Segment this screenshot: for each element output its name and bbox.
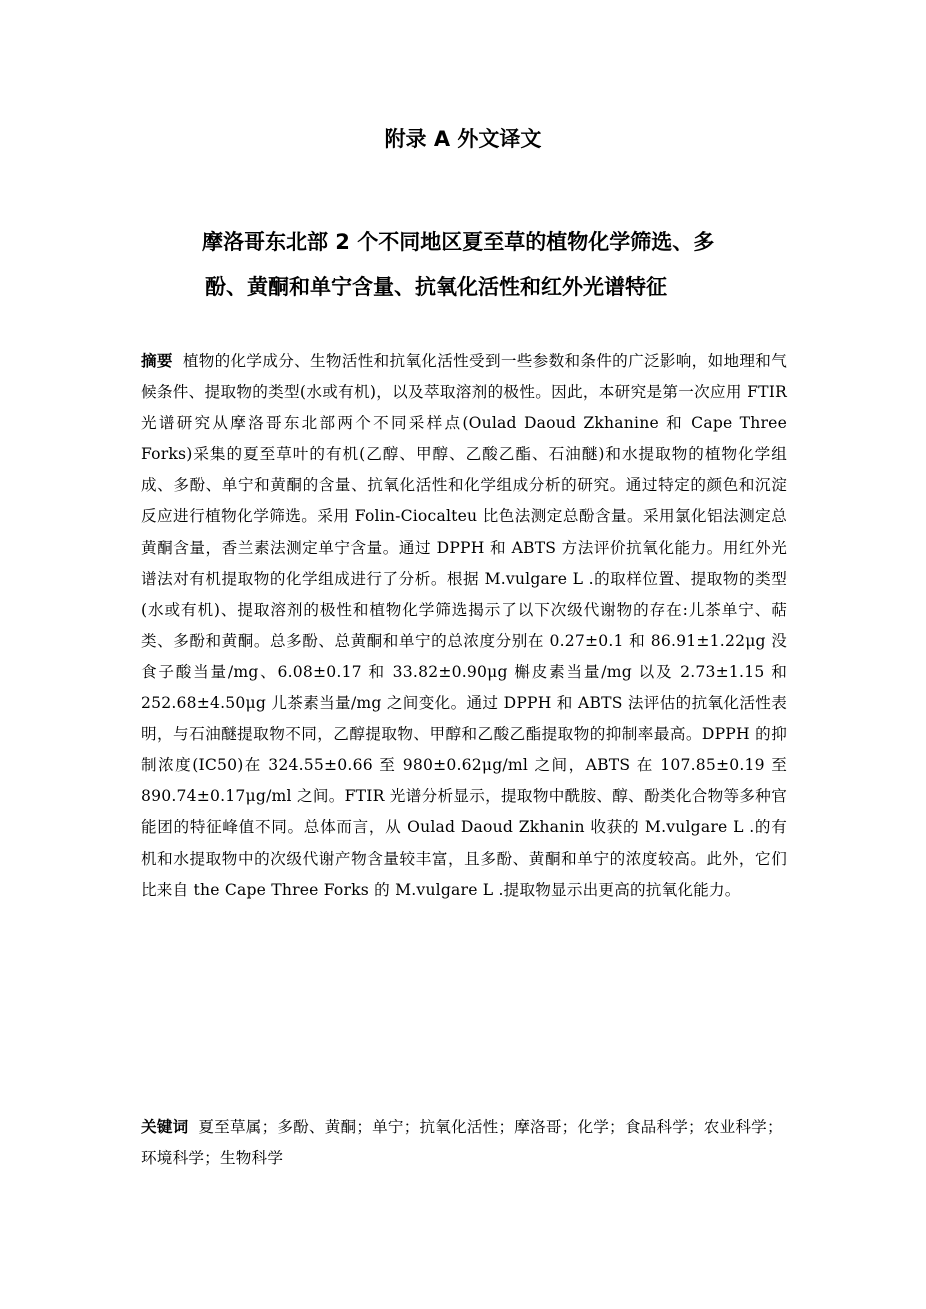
keywords-text: 夏至草属；多酚、黄酮；单宁；抗氧化活性；摩洛哥；化学；食品科学；农业科学；环境科学；生物科学 [141, 1118, 783, 1168]
paper-title-line-1: 摩洛哥东北部 2 个不同地区夏至草的植物化学筛选、多 [202, 230, 715, 254]
abstract-text: 植物的化学成分、生物活性和抗氧化活性受到一些参数和条件的广泛影响，如地理和气候条件、提取物的类型(水或有机)，以及萃取溶剂的极性。因此，本研究是第一次应用 FTIR 光谱研究从摩洛哥东北部两个不同采样点(Oulad Daoud Zkhanine 和 Cape Three Forks)采集的夏至草叶的有机(乙醇、甲醇、乙酸乙酯、石油醚)和水提取物的植物化学组成、多酚、单宁和黄酮的含量、抗氧化活性和化学组成分析的研究。通过特定的颜色和沉淀反应进行植物化学筛选。采用 Folin-Ciocalteu 比色法测定总酚含量。采用氯化铝法测定总黄酮含量，香兰素法测定单宁含量。通过 DPPH 和 ABTS 方法评价抗氧化能力。用红外光谱法对有机提取物的化学组成进行了分析。根据 M.vulgare L .的取样位置、提取物的类型(水或有机)、提取溶剂的极性和植物化学筛选揭示了以下次级代谢物的存在:儿茶单宁、萜类、多酚和黄酮。总多酚、总黄酮和单宁的总浓度分别在 0.27±0.1 和 86.91±1.22μg 没食子酸当量/mg、6.08±0.17 和 33.82±0.90μg 槲皮素当量/mg 以及 2.73±1.15 和 252.68±4.50μg 儿茶素当量/mg 之间变化。通过 DPPH 和 ABTS 法评估的抗氧化活性表明，与石油醚提取物不同，乙醇提取物、甲醇和乙酸乙酯提取物的抑制率最高。DPPH 的抑制浓度(IC50)在 324.55±0.66 至 980±0.62μg/ml 之间，ABTS 在 107.85±0.19 至 890.74±0.17μg/ml 之间。FTIR 光谱分析显示，提取物中酰胺、醇、酚类化合物等多种官能团的特征峰值不同。总体而言，从 Oulad Daoud Zkhanin 收获的 M.vulgare L .的有机和水提取物中的次级代谢产物含量较丰富，且多酚、黄酮和单宁的浓度较高。此外，它们比来自 the Cape Three Forks 的 M.vulgare L .提取物显示出更高的抗氧化能力。 [141, 352, 787, 899]
keywords-label: 关键词 [141, 1118, 189, 1136]
keywords-section [141, 1112, 787, 1174]
paper-title [150, 220, 776, 310]
abstract-label: 摘要 [141, 352, 173, 370]
paper-title-line-2: 酚、黄酮和单宁含量、抗氧化活性和红外光谱特征 [205, 275, 667, 299]
abstract-section [141, 346, 787, 906]
appendix-title: 附录 A 外文译文 [384, 127, 542, 151]
